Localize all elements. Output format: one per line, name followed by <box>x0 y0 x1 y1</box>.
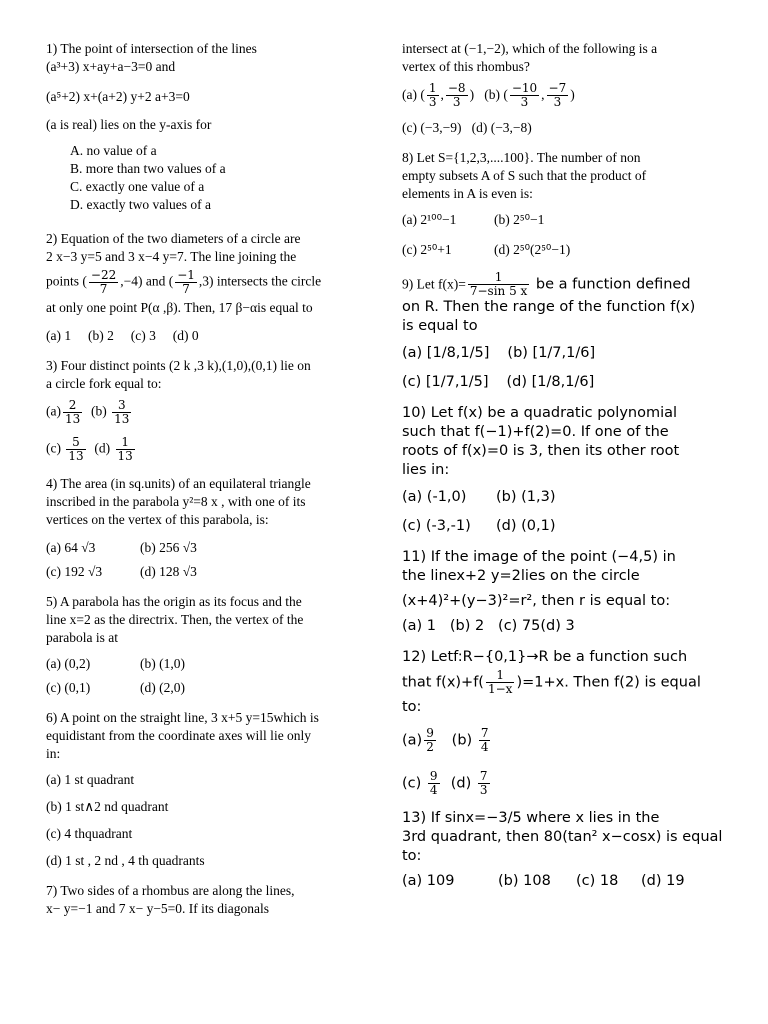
fraction: $\frac{9}{2}$ <box>426 726 434 754</box>
option-list <box>70 142 376 214</box>
option-b: (b) [1/7,1/6] <box>507 345 596 361</box>
question-text: lies in: <box>402 462 450 478</box>
options-row: (a) 1 (b) 2 (c) 75(d) 3 <box>402 618 575 634</box>
option-d: (d) <box>94 440 111 456</box>
fraction: $\frac{1}{7-\sin 5 x}$ <box>469 270 528 298</box>
question-text: elements in A is even is: <box>402 186 533 201</box>
option-d: (d) (2,0) <box>140 680 185 695</box>
question-text: 8) Let S={1,2,3,....100}. The number of non <box>402 150 641 165</box>
options-row <box>402 211 732 229</box>
option-b: (b) 1 st∧2 nd quadrant <box>46 799 169 814</box>
question-text: 4) The area (in sq.units) of an equilateral triangle <box>46 476 311 491</box>
option-a: (a) 109 <box>402 873 455 889</box>
question-text: line x=2 as the directrix. Then, the vertex of the <box>46 612 304 627</box>
option-c: (c) 192 √3 <box>46 564 103 579</box>
option-a: (a) 1 st quadrant <box>46 772 135 787</box>
options-row <box>46 563 376 581</box>
option-c: (c) (0,1) <box>46 680 91 695</box>
options-row <box>402 517 732 536</box>
question-6 <box>46 709 376 870</box>
options-row <box>46 539 376 557</box>
fraction: $\frac{2}{13}$ <box>64 398 81 426</box>
options-row <box>402 344 732 363</box>
fraction: $\frac{7}{4}$ <box>480 726 489 754</box>
fraction: $\frac{1}{1-x}$ <box>487 668 513 696</box>
question-text: that f(x)+f( $\frac{1}{1-x}$ )=1+x. Then f(2) is equal <box>402 668 701 696</box>
option-d: (d) [1/8,1/6] <box>506 374 595 390</box>
options-row <box>402 872 732 891</box>
option-a: (a) <box>46 403 61 419</box>
question-text: (x+4)²+(y−3)²=r², then r is equal to: <box>402 593 671 609</box>
question-2 <box>46 230 376 345</box>
option-b: (b) 108 <box>498 873 551 889</box>
option-c: (c) <box>402 775 422 792</box>
fraction: $\frac{9}{4}$ <box>429 769 438 797</box>
question-7 <box>46 882 376 918</box>
option-c: (c) 2⁵⁰+1 <box>402 242 452 257</box>
option-c: (c) 18 <box>576 873 619 889</box>
option-c: C. exactly one value of a <box>70 179 205 194</box>
question-text: 9) Let f(x)= $\frac{1}{7-\sin 5 x}$ be a function defined <box>402 270 691 298</box>
question-text: at only one point P(α ,β). Then, 17 β−αis equal to <box>46 300 313 315</box>
options-row <box>402 373 732 392</box>
fraction: $\frac{5}{13}$ <box>68 435 84 463</box>
option-c: (c) [1/7,1/5] <box>402 374 489 390</box>
question-text: in: <box>46 746 61 761</box>
option-a: (a) ( $\frac{1}{3}$ , $\frac{-8}{3}$ ) <box>402 81 475 109</box>
option-b: (b) 2⁵⁰−1 <box>494 212 545 227</box>
question-text: intersect at (−1,−2), which of the following is a <box>402 41 658 56</box>
question-text: to: <box>402 848 422 864</box>
question-text: inscribed in the parabola y²=8 x , with one of its <box>46 494 306 509</box>
question-5 <box>46 593 376 697</box>
question-11 <box>402 548 732 636</box>
question-8 <box>402 149 732 259</box>
option-c: (c) (-3,-1) <box>402 518 471 534</box>
fraction: $\frac{3}{13}$ <box>114 398 130 426</box>
fraction: $\frac{1}{13}$ <box>117 435 133 463</box>
question-1 <box>46 40 376 214</box>
options-row <box>46 679 376 697</box>
fraction: $\frac{7}{3}$ <box>479 769 488 797</box>
option-b: (b) (1,0) <box>140 656 185 671</box>
options-row <box>402 727 732 754</box>
option-c: (c) 4 thquadrant <box>46 826 133 841</box>
option-a: (a) 64 √3 <box>46 540 96 555</box>
question-text: parabola is at <box>46 630 118 645</box>
equation-line: (a⁵+2) x+(a+2) y+2 a+3=0 <box>46 89 190 104</box>
question-text: on R. Then the range of the function f(x) <box>402 299 696 315</box>
question-7-continued <box>402 40 732 137</box>
question-text: 13) If sinx=−3/5 where x lies in the <box>402 810 660 826</box>
question-text: such that f(−1)+f(2)=0. If one of the <box>402 424 669 440</box>
question-text: 1) The point of intersection of the lines <box>46 41 257 56</box>
question-text: equidistant from the coordinate axes will lie only <box>46 728 312 743</box>
option-a: (a) 2¹⁰⁰−1 <box>402 212 457 227</box>
option-a: (a) (0,2) <box>46 656 91 671</box>
options-row <box>402 82 732 109</box>
options-row <box>46 436 376 463</box>
options-row <box>402 770 732 797</box>
question-text: 10) Let f(x) be a quadratic polynomial <box>402 405 678 421</box>
options-row: (c) (−3,−9) (d) (−3,−8) <box>402 120 532 135</box>
equation-line: (a³+3) x+ay+a−3=0 and <box>46 59 176 74</box>
question-text: 6) A point on the straight line, 3 x+5 y=15which is <box>46 710 319 725</box>
question-13 <box>402 809 732 891</box>
question-text: points ( $\frac{-22}{7}$ ,−4) and ( $\frac{-1}{7}$ ,3) intersects the circle <box>46 268 322 296</box>
question-text: empty subsets A of S such that the product of <box>402 168 647 183</box>
option-b: B. more than two values of a <box>70 161 226 176</box>
question-text: (a is real) lies on the y-axis for <box>46 117 212 132</box>
question-text: roots of f(x)=0 is 3, then its other root <box>402 443 680 459</box>
question-text: 12) Letf:R−{0,1}→R be a function such <box>402 649 688 665</box>
question-text: to: <box>402 699 422 715</box>
options-row: (a) 1 (b) 2 (c) 3 (d) 0 <box>46 328 199 343</box>
question-text: 2 x−3 y=5 and 3 x−4 y=7. The line joining the <box>46 249 297 264</box>
option-d: (d) (0,1) <box>496 518 556 534</box>
fraction: $\frac{-1}{7}$ <box>177 268 195 296</box>
question-text: vertices on the vertex of this parabola, is: <box>46 512 269 527</box>
option-b: (b) <box>91 403 107 419</box>
question-text: is equal to <box>402 318 478 334</box>
option-d: (d) <box>450 775 472 792</box>
question-text: a circle fork equal to: <box>46 376 162 391</box>
option-b: (b) (1,3) <box>496 489 556 505</box>
options-row <box>402 241 732 259</box>
option-d: D. exactly two values of a <box>70 197 211 212</box>
question-text: 7) Two sides of a rhombus are along the lines, <box>46 883 295 898</box>
option-b: (b) ( $\frac{-10}{3}$ , $\frac{-7}{3}$ ) <box>484 81 575 109</box>
question-9 <box>402 271 732 392</box>
question-3 <box>46 357 376 463</box>
question-text: 3rd quadrant, then 80(tan² x−cosx) is equal <box>402 829 723 845</box>
question-text: 5) A parabola has the origin as its focus and the <box>46 594 302 609</box>
question-text: the linex+2 y=2lies on the circle <box>402 568 640 584</box>
option-d: (d) 1 st , 2 nd , 4 th quadrants <box>46 853 205 868</box>
question-10 <box>402 404 732 536</box>
left-column <box>46 40 376 930</box>
option-d: (d) 19 <box>641 873 685 889</box>
options-row <box>46 655 376 673</box>
option-b: (b) 256 √3 <box>140 540 197 555</box>
options-row <box>46 399 376 426</box>
right-column <box>402 40 732 903</box>
option-d: (d) 2⁵⁰(2⁵⁰−1) <box>494 242 571 257</box>
option-a: (a) (-1,0) <box>402 489 467 505</box>
question-12 <box>402 648 732 797</box>
question-4 <box>46 475 376 581</box>
question-text: x− y=−1 and 7 x− y−5=0. If its diagonals <box>46 901 270 916</box>
question-text: vertex of this rhombus? <box>402 59 530 74</box>
option-b: (b) <box>451 732 473 749</box>
option-a: A. no value of a <box>70 143 157 158</box>
question-text: 2) Equation of the two diameters of a circle are <box>46 231 301 246</box>
options-row <box>402 488 732 507</box>
option-a: (a) <box>402 732 423 749</box>
question-text: 11) If the image of the point (−4,5) in <box>402 549 676 565</box>
option-c: (c) <box>46 440 61 456</box>
option-a: (a) [1/8,1/5] <box>402 345 490 361</box>
option-d: (d) 128 √3 <box>140 564 197 579</box>
question-text: 3) Four distinct points (2 k ,3 k),(1,0),(0,1) lie on <box>46 358 311 373</box>
fraction: $\frac{-22}{7}$ <box>90 268 117 296</box>
